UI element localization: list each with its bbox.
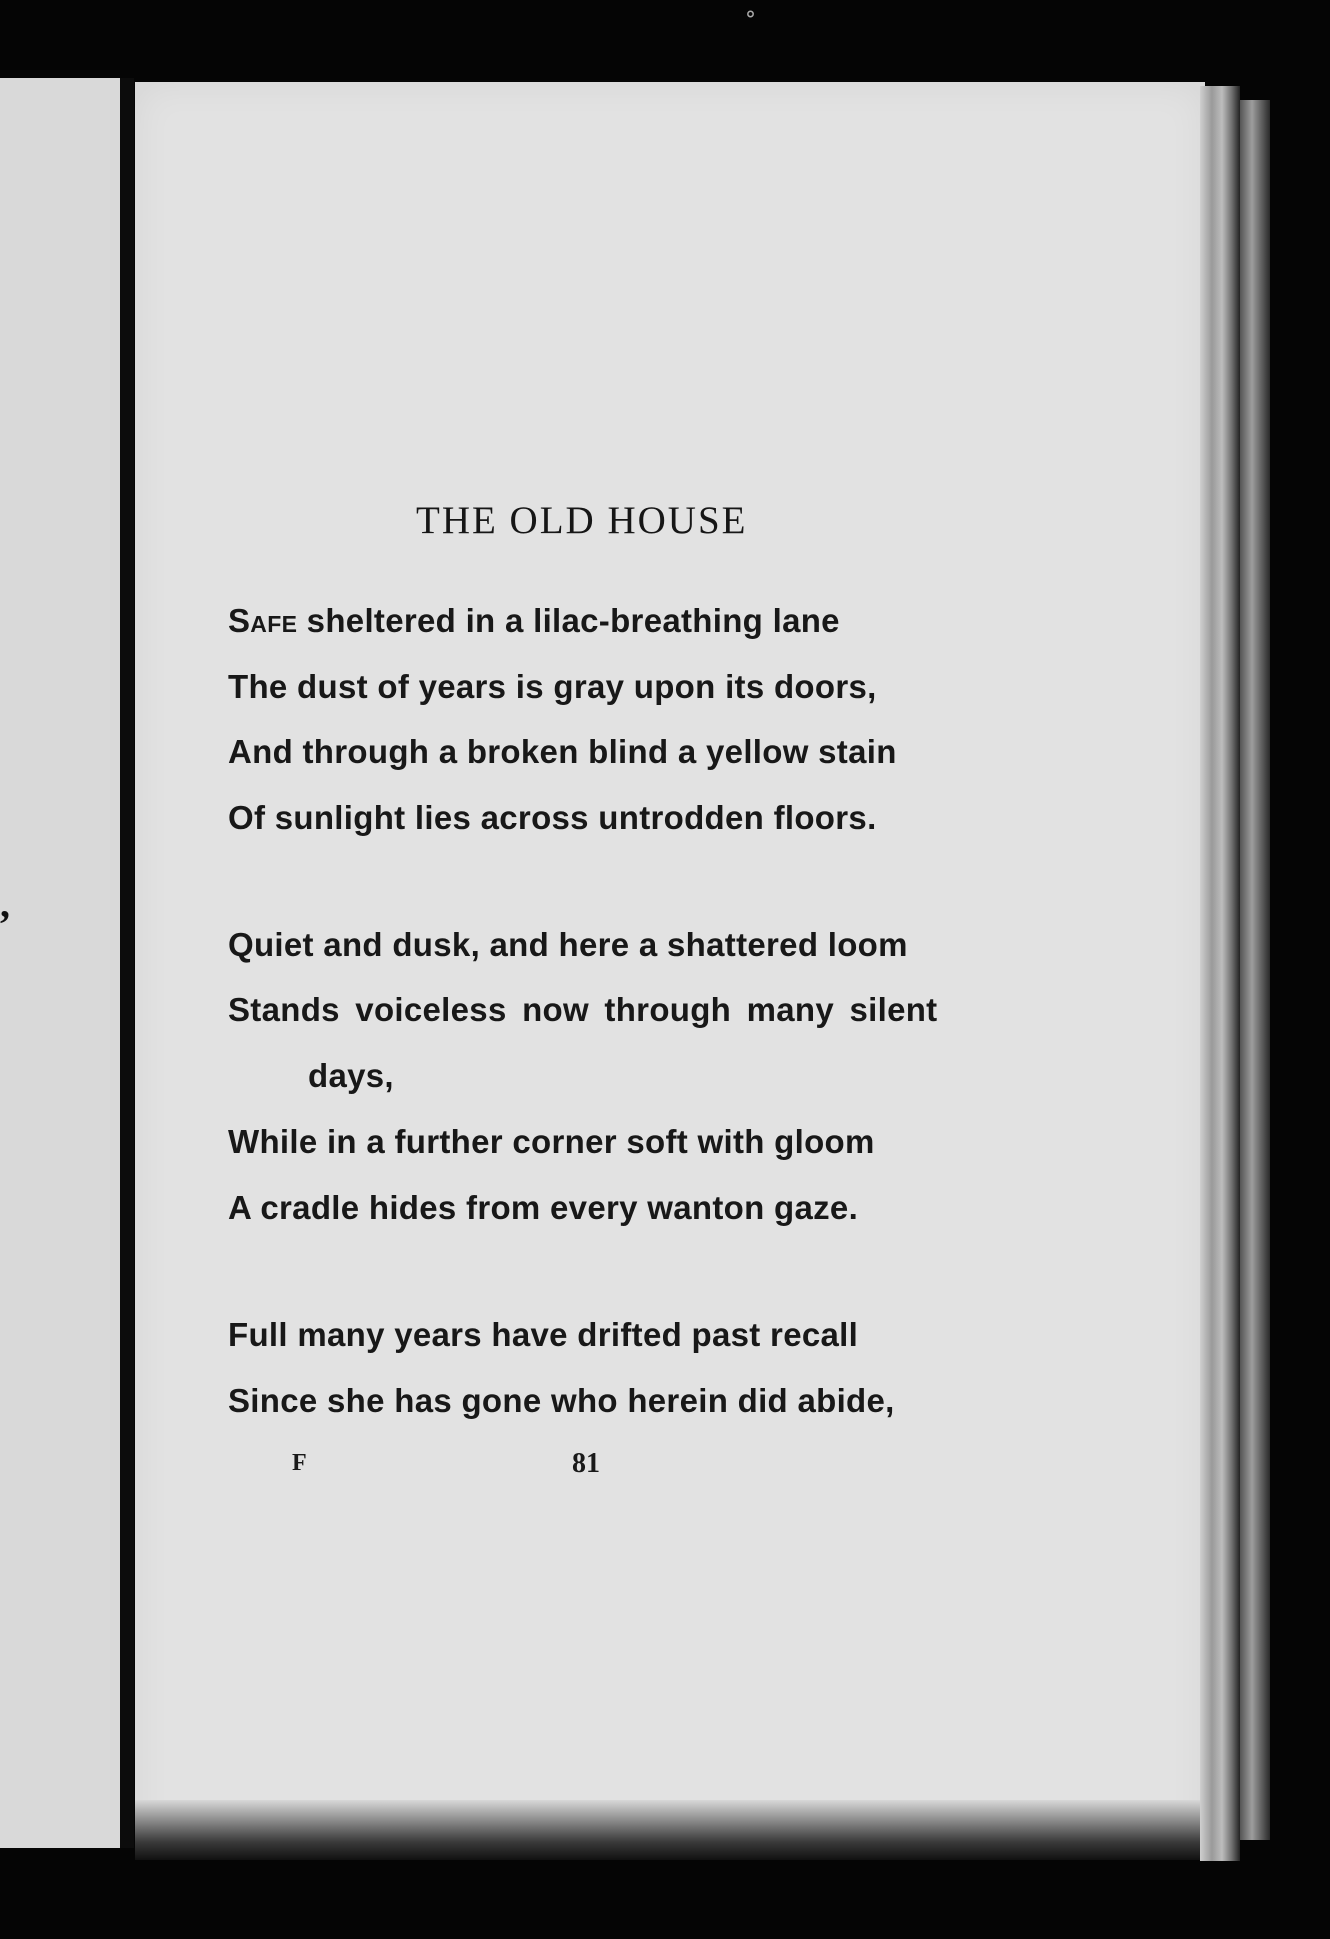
book-cover-edge xyxy=(1240,100,1270,1840)
poem-title: THE OLD HOUSE xyxy=(416,499,748,542)
poem-line: The dust of years is gray upon its doors, xyxy=(228,668,877,705)
first-word: Safe xyxy=(228,602,298,639)
page-number: 81 xyxy=(572,1448,600,1479)
poem-line: days, xyxy=(308,1057,394,1094)
page-bottom-edge xyxy=(135,1800,1235,1860)
poem-line: Since she has gone who herein did abide, xyxy=(228,1382,895,1419)
poem-line: A cradle hides from every wanton gaze. xyxy=(228,1189,859,1226)
poem-line xyxy=(228,602,840,640)
poem-line: Of sunlight lies across untrodden floors. xyxy=(228,799,877,836)
left-page-punctuation: , xyxy=(0,881,10,926)
page-stack-edge xyxy=(1200,86,1240,1861)
poem-line-text: sheltered in a lilac-breathing lane xyxy=(297,602,840,639)
poem-line: Quiet and dusk, and here a shattered loom xyxy=(228,926,908,963)
poem-line: Stands voiceless now through many silent xyxy=(228,991,938,1028)
poem-line: And through a broken blind a yellow stain xyxy=(228,733,897,770)
left-facing-page xyxy=(0,78,125,1848)
poem-line: While in a further corner soft with gloom xyxy=(228,1123,875,1160)
book-gutter xyxy=(120,78,134,1848)
book-page xyxy=(135,82,1205,1860)
signature-mark: F xyxy=(292,1450,307,1476)
poem-line: Full many years have drifted past recall xyxy=(228,1316,859,1353)
scan-artifact: ° xyxy=(745,8,756,33)
